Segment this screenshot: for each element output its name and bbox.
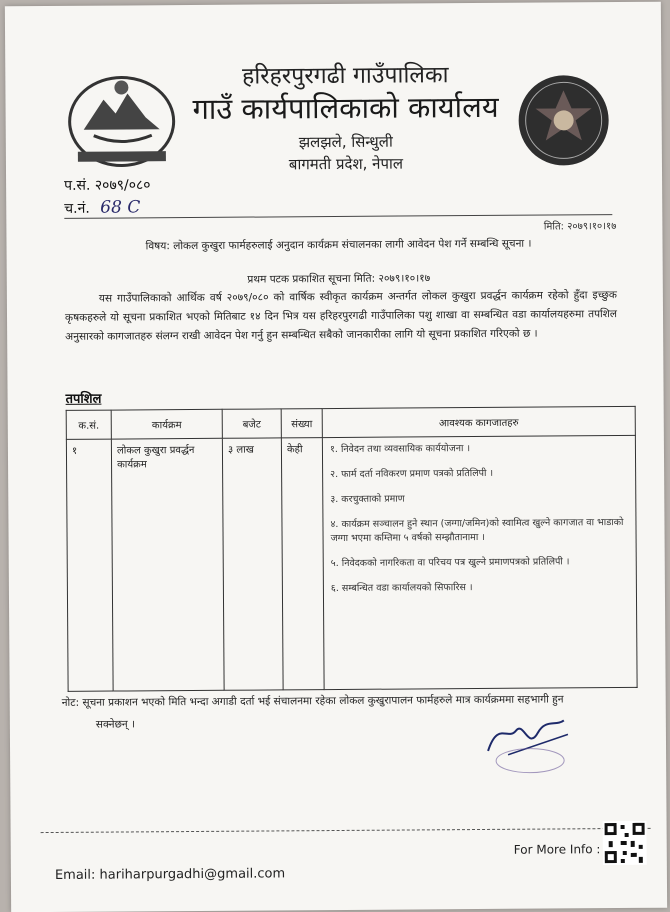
list-item: ३. करचुक्ताको प्रमाण — [330, 493, 405, 506]
documents-list — [328, 439, 631, 596]
more-info-label: For More Info : — [513, 842, 601, 857]
list-item: २. फार्म दर्ता नविकरण प्रमाण पत्रको प्रतिलिपी । — [330, 467, 494, 481]
col-header-sn: क.सं. — [66, 410, 111, 439]
col-header-budget: बजेट — [222, 409, 281, 438]
signature-stamp-icon — [468, 690, 589, 779]
chalani-label: च.नं. — [64, 200, 90, 217]
first-publication-date: प्रथम पटक प्रकाशित सूचना मिति: २०७९।१०।१७ — [247, 272, 431, 286]
province-line: बागमती प्रदेश, नेपाल — [288, 154, 404, 174]
table-row — [66, 435, 637, 691]
cell-documents — [322, 435, 637, 689]
cell-count: केही — [281, 438, 324, 690]
subject-line: विषय: लोकल कुखुरा फार्महरुलाई अनुदान कार्यक्रम संचालनका लागी आवेदन पेश गर्ने सम्बन्धि सूचना । — [145, 237, 532, 253]
col-header-documents: आवश्यक कागजातहरु — [322, 406, 635, 437]
tapsil-heading: तपशिल — [65, 391, 102, 407]
col-header-program: कार्यक्रम — [111, 409, 222, 439]
table-header-row — [66, 406, 635, 439]
district-line: झलझले, सिन्धुली — [298, 132, 393, 152]
col-header-count: संख्या — [281, 409, 322, 438]
cell-program: लोकल कुखुरा प्रवर्द्धन कार्यक्रम — [111, 438, 224, 691]
chalani-line — [64, 197, 140, 218]
requirements-table — [66, 406, 638, 692]
office-name: गाउँ कार्यपालिकाको कार्यालय — [192, 89, 499, 126]
chalani-handwritten-number: 68 C — [100, 197, 141, 218]
note-text-1: सूचना प्रकाशन भएको मिति भन्दा अगाडी दर्ता भई संचालनमा रहेका लोकल कुखुरापालन फार्महरुले मात्र कार्यक्रममा सहभागी हुन — [82, 693, 564, 709]
note-label: नोट: — [61, 696, 80, 709]
patra-sankhya: प.सं. २०७९/०८० — [64, 177, 151, 194]
list-item: ४. कार्यक्रम सञ्चालन हुने स्थान (जग्गा/जमिन)को स्वामित्व खुल्ने कागजात वा भाडाको जग्गा भएमा कम्तिमा ५ वर्षको सम्झौतानामा । — [330, 516, 624, 545]
notice-paper — [5, 2, 667, 912]
notice-date: मिति: २०७९।१०।१७ — [543, 221, 617, 233]
footer-divider — [41, 828, 651, 833]
note-line-2: सक्नेछन् । — [95, 718, 136, 731]
qr-code-icon — [603, 821, 647, 865]
list-item: ५. निवेदकको नागरिकता वा परिचय पत्र खुल्ने प्रमाणपत्रको प्रतिलिपी । — [330, 556, 570, 570]
municipality-seal-icon — [515, 72, 612, 169]
cell-budget: ३ लाख — [222, 438, 283, 690]
list-item: ६. सम्बन्धित वडा कार्यालयको सिफारिस । — [330, 582, 473, 595]
body-paragraph: यस गाउँपालिकाको आर्थिक वर्ष २०७९/०८० को वार्षिक स्वीकृत कार्यक्रम अन्तर्गत लोकल कुखुरा प्रवर्द्धन कार्यक्रम रहेको हुँदा इच्छुक कृषकहरुले यो सूचना प्रकाशित भएको मितिबाट १४ दिन भित्र यस हरिहरपुरगढी गाउँपालिका पशु शाखा वा सम्बन्धित वडा कार्यालयहरुमा तपशिल अनुसारको कागजातहरु संलग्न राखी आवेदन पेश गर्नु हुन सम्बन्धित सबैको जानकारीका लागि यो सूचना प्रकाशित गरिएको छ । — [64, 289, 618, 343]
municipality-name: हरिहरपुरगढी गाउँपालिका — [241, 62, 449, 90]
cell-sn: १ — [66, 439, 113, 691]
list-item: १. निवेदन तथा व्यवसायिक कार्ययोजना । — [329, 443, 471, 456]
footer-email: Email: hariharpurgadhi@gmail.com — [54, 866, 286, 883]
